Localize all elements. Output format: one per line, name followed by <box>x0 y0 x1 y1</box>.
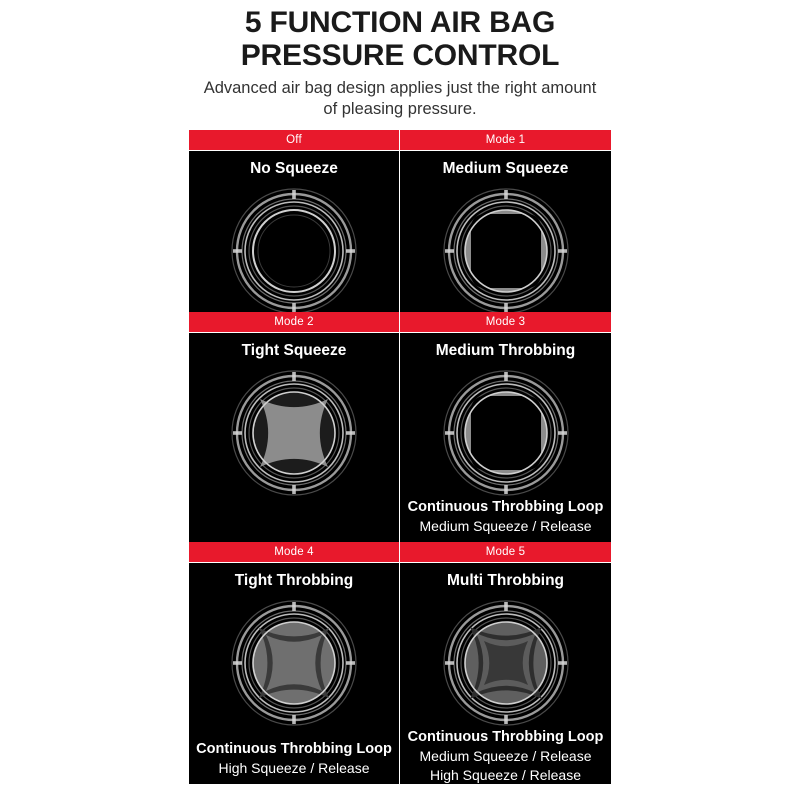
mode-label: Multi Throbbing <box>446 572 565 589</box>
mode-cell <box>189 130 400 312</box>
note-line: Medium Squeeze / Release <box>419 518 592 534</box>
header <box>0 0 800 120</box>
note-line: Medium Squeeze / Release <box>419 748 592 764</box>
mode-cell <box>400 542 611 784</box>
page-subtitle: Advanced air bag design applies just the right amount of pleasing pressure. <box>203 79 597 118</box>
note-heading: Continuous Throbbing Loop <box>407 729 604 745</box>
mode-label: Tight Throbbing <box>234 572 354 589</box>
mode-badge: Mode 1 <box>400 130 611 151</box>
air-bag-aperture-icon <box>441 598 571 728</box>
mode-badge: Mode 5 <box>400 542 611 563</box>
mode-badge: Mode 4 <box>189 542 399 563</box>
air-bag-aperture-icon <box>441 368 571 498</box>
air-bag-aperture-icon <box>229 368 359 498</box>
air-bag-aperture-icon <box>229 598 359 728</box>
mode-cell-body <box>400 151 611 312</box>
air-bag-aperture-icon <box>441 186 571 316</box>
mode-cell-body <box>189 151 399 312</box>
mode-badge: Off <box>189 130 399 151</box>
mode-cell <box>189 542 400 784</box>
mode-cell <box>189 312 400 542</box>
mode-label: No Squeeze <box>250 160 338 177</box>
mode-badge: Mode 2 <box>189 312 399 333</box>
mode-label: Medium Throbbing <box>435 342 576 359</box>
mode-cell-body <box>400 563 611 784</box>
mode-label: Tight Squeeze <box>241 342 347 359</box>
mode-label: Medium Squeeze <box>442 160 569 177</box>
mode-cell-body <box>400 333 611 542</box>
mode-notes <box>400 728 611 791</box>
mode-cell <box>400 130 611 312</box>
note-line: High Squeeze / Release <box>430 767 581 783</box>
air-bag-aperture-icon <box>229 186 359 316</box>
mode-badge: Mode 3 <box>400 312 611 333</box>
note-line: High Squeeze / Release <box>218 760 370 776</box>
note-heading: Continuous Throbbing Loop <box>407 499 604 515</box>
mode-cell-body <box>189 563 399 784</box>
mode-grid <box>189 130 611 784</box>
mode-notes <box>400 498 611 542</box>
mode-cell-body <box>189 333 399 542</box>
page-title: 5 FUNCTION AIR BAG PRESSURE CONTROL <box>240 6 560 72</box>
mode-cell <box>400 312 611 542</box>
mode-notes <box>189 740 399 784</box>
note-heading: Continuous Throbbing Loop <box>196 741 392 757</box>
